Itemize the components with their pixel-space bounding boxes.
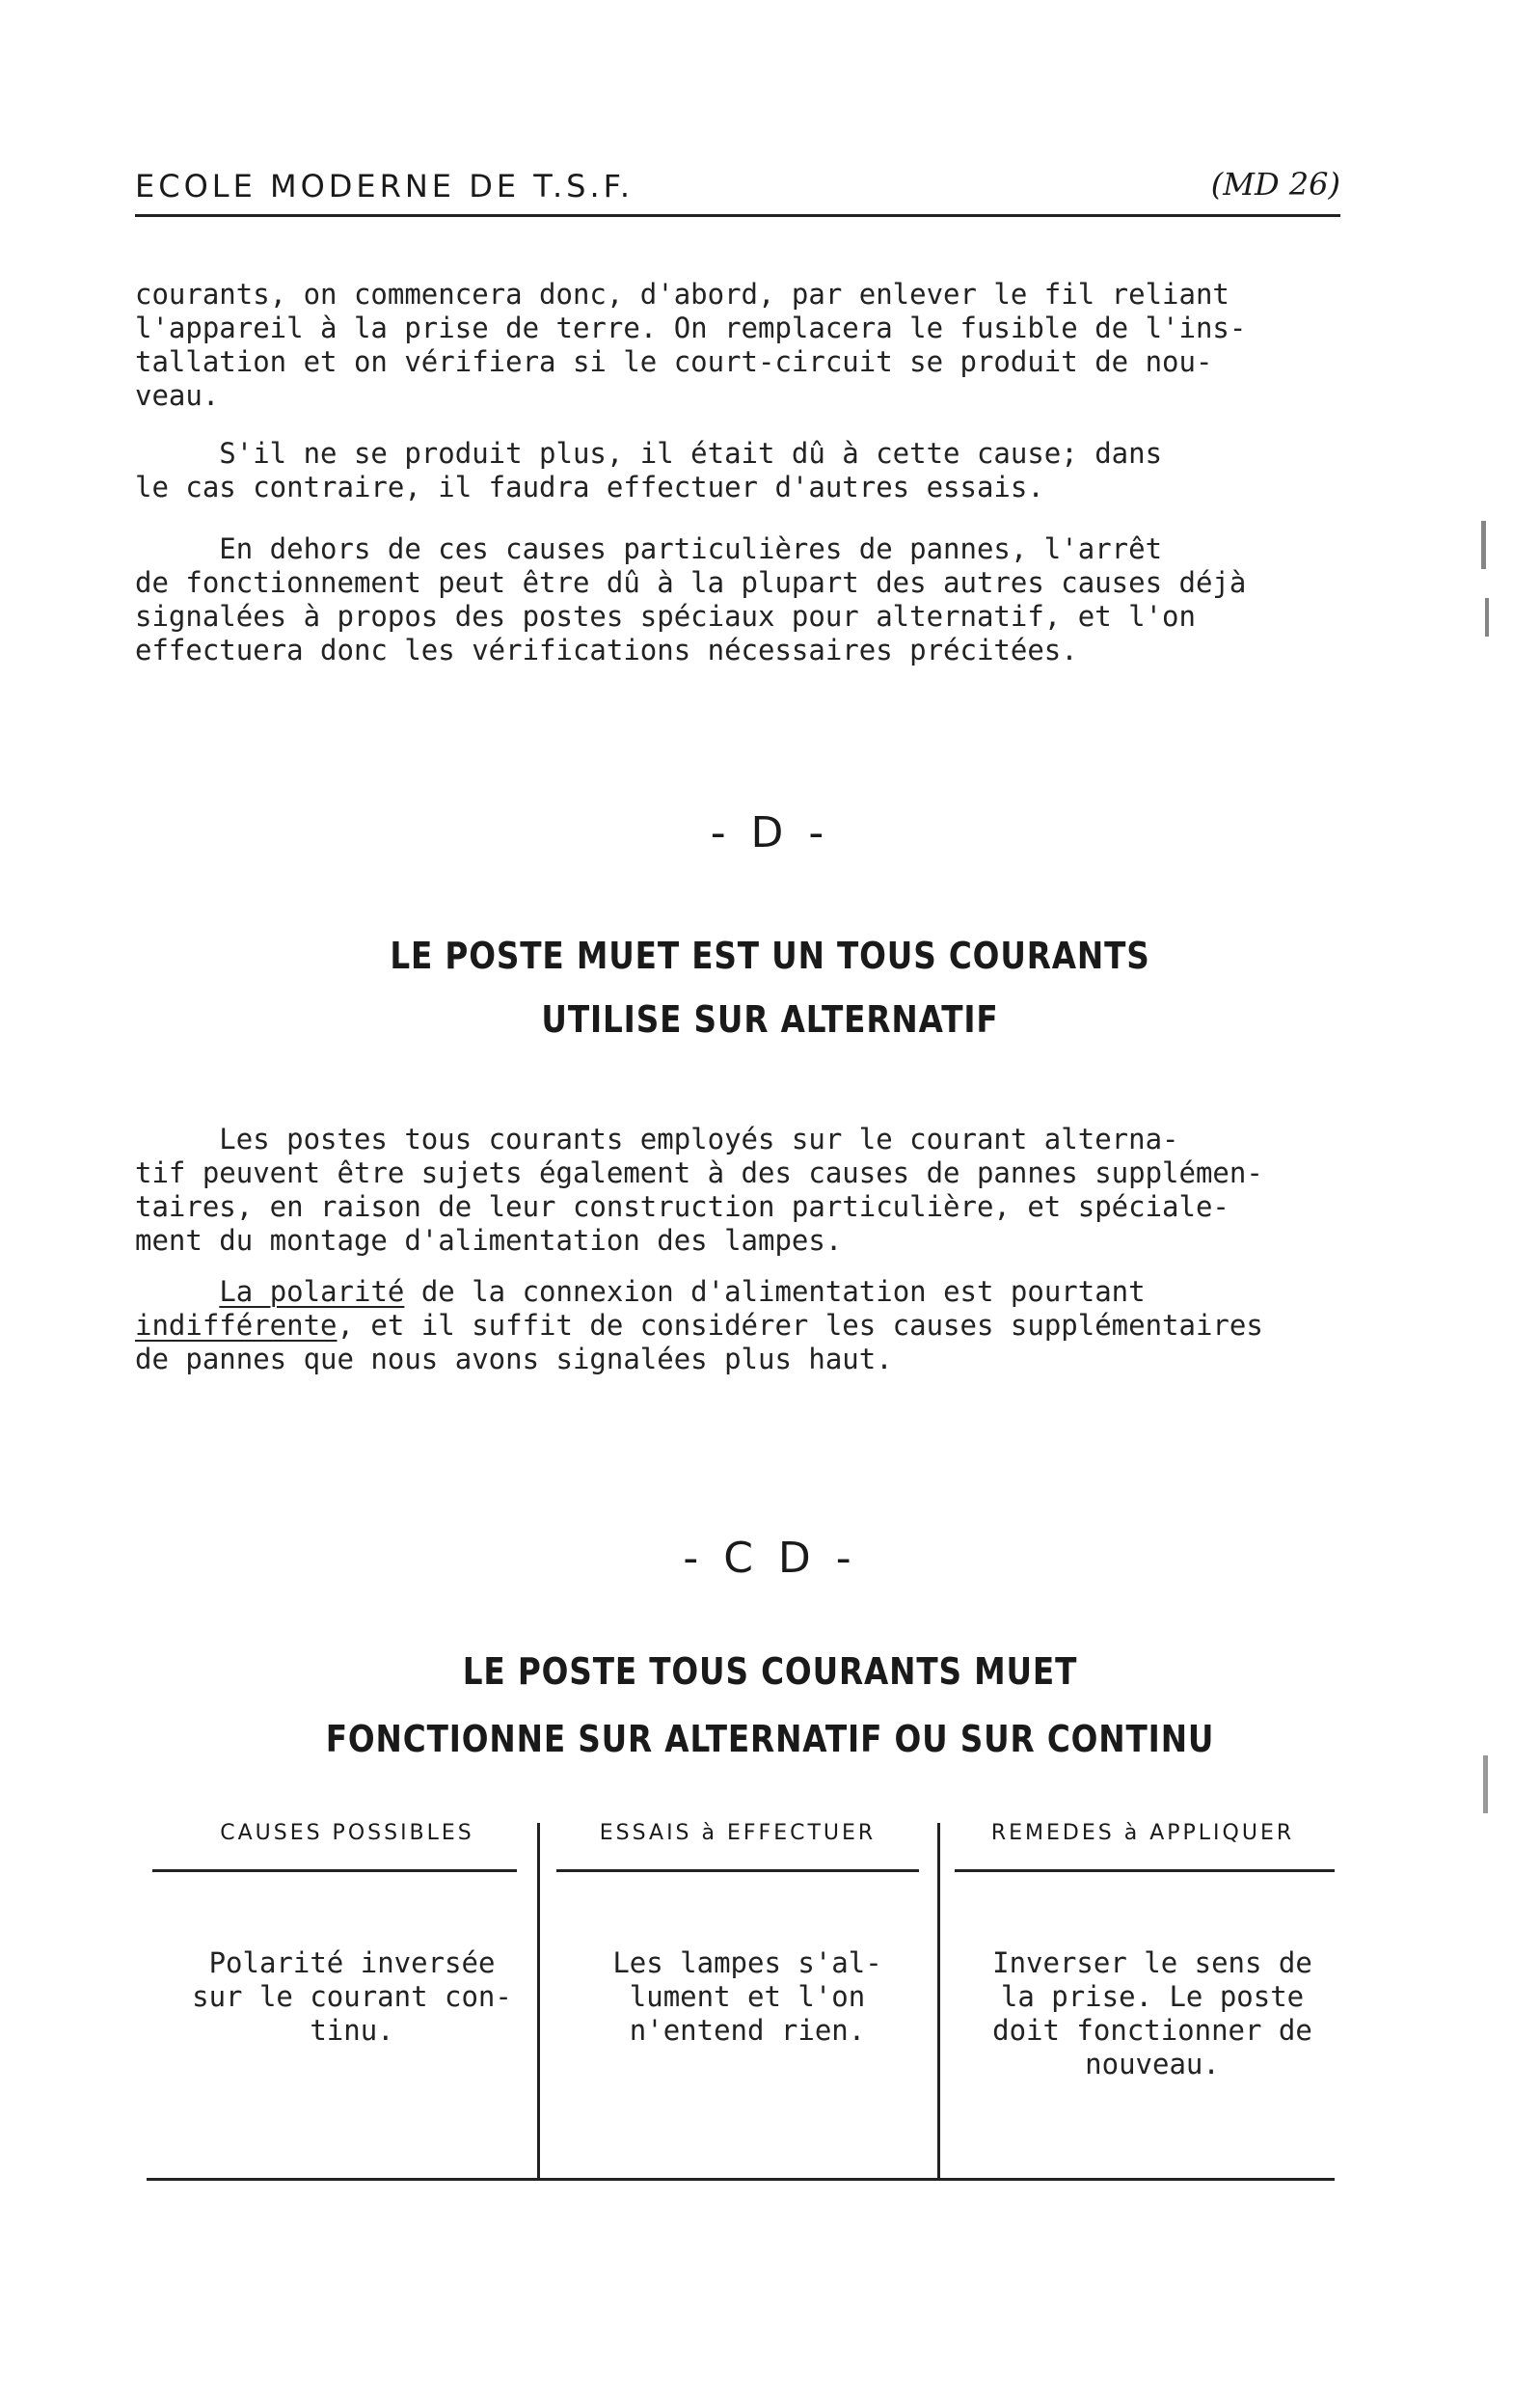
section-d-paragraph-2-line2: indifférente, et il suffit de considérer les causes supplémentaires [135, 1309, 1263, 1342]
scan-mark-3 [1483, 1755, 1488, 1813]
table-bottom-rule [147, 2178, 1335, 2181]
table-header-remedes: REMEDES à APPLIQUER [990, 1821, 1295, 1845]
section-cd-heading-line1: LE POSTE TOUS COURANTS MUET [462, 1650, 1078, 1693]
section-d-heading-line1: LE POSTE MUET EST UN TOUS COURANTS [390, 935, 1150, 977]
table-column-divider-1 [537, 1823, 540, 2178]
underlined-polarite: La polarité [219, 1275, 405, 1308]
table-cell-essai: Les lampes s'al- lument et l'on n'entend rien. [612, 1946, 882, 2047]
section-cd-heading-line2: FONCTIONNE SUR ALTERNATIF OU SUR CONTINU [325, 1718, 1215, 1760]
table-header-causes: CAUSES POSSIBLES [220, 1821, 474, 1845]
table-cell-remede: Inverser le sens de la prise. Le poste doit fonctionner de nouveau. [992, 1946, 1312, 2080]
section-d-paragraph-2-line3: de pannes que nous avons signalées plus haut. [135, 1343, 893, 1375]
table-header-essais: ESSAIS à EFFECTUER [599, 1821, 877, 1845]
table-cell-cause: Polarité inversée sur le courant con- tinu. [192, 1946, 512, 2047]
paragraph-2: S'il ne se produit plus, il était dû à cette cause; dans le cas contraire, il faudra effectuer d'autres essais. [135, 437, 1163, 503]
paragraph-3: En dehors de ces causes particulières de pannes, l'arrêt de fonctionnement peut être dû à la plupart des autres causes déjà signalées à propos des postes spéciaux pour alternatif, et l'on effectuera donc les vérifications nécessaires précitées. [135, 532, 1247, 666]
header-rule [135, 214, 1340, 217]
school-name: ECOLE MODERNE DE T.S.F. [135, 168, 635, 204]
table-column-divider-2 [937, 1823, 940, 2178]
section-d-heading-line2: UTILISE SUR ALTERNATIF [541, 998, 999, 1041]
scan-mark-2 [1485, 598, 1489, 637]
table-header-rule-1 [152, 1869, 517, 1872]
scan-mark-1 [1481, 521, 1486, 569]
section-d-paragraph-1: Les postes tous courants employés sur le courant alterna- tif peuvent être sujets également à des causes de pannes supplémen- taires, en raison de leur construction particulière, et spéciale- ment du montage d'alimentation des lampes. [135, 1123, 1263, 1257]
section-d-letter: - D - [710, 808, 830, 857]
section-cd-letter: - C D - [683, 1534, 857, 1583]
section-d-paragraph-2-line1: La polarité de la connexion d'alimentation est pourtant [219, 1275, 1146, 1308]
paragraph-1: courants, on commencera donc, d'abord, par enlever le fil reliant l'appareil à la prise de terre. On remplacera le fusible de l'ins- tallation et on vérifiera si le court-circuit se produit de nou- veau. [135, 278, 1247, 412]
underlined-indifferente: indifférente [135, 1309, 338, 1342]
document-reference: (MD 26) [1210, 166, 1340, 203]
table-header-rule-2 [556, 1869, 919, 1872]
page-header [135, 164, 1340, 210]
table-header-rule-3 [955, 1869, 1335, 1872]
